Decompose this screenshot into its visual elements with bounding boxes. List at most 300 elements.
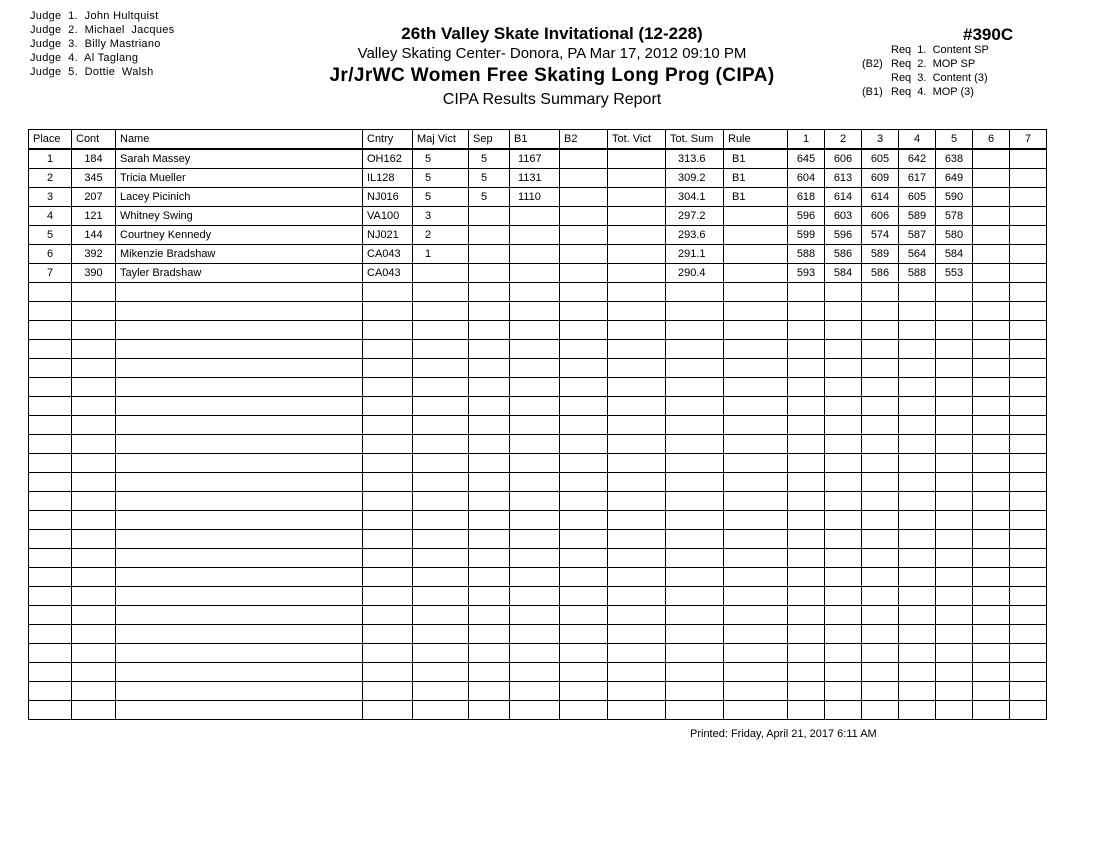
table-cell <box>936 492 973 511</box>
table-cell <box>363 625 413 644</box>
table-cell <box>560 149 608 169</box>
table-cell <box>363 663 413 682</box>
report-title: CIPA Results Summary Report <box>442 91 662 108</box>
table-cell <box>862 568 899 587</box>
table-cell <box>116 397 363 416</box>
table-cell <box>560 530 608 549</box>
table-cell <box>724 321 788 340</box>
table-cell <box>666 549 724 568</box>
table-cell <box>825 397 862 416</box>
table-cell <box>973 169 1010 188</box>
table-cell <box>862 473 899 492</box>
table-cell: 3 <box>29 188 72 207</box>
table-cell <box>724 207 788 226</box>
table-cell <box>1010 625 1047 644</box>
table-cell: 590 <box>936 188 973 207</box>
table-cell <box>724 701 788 720</box>
table-cell: 649 <box>936 169 973 188</box>
column-header: Tot. Sum <box>666 130 724 150</box>
table-cell <box>469 606 510 625</box>
table-cell: NJ016 <box>363 188 413 207</box>
table-cell <box>29 302 72 321</box>
table-cell <box>1010 473 1047 492</box>
table-cell <box>666 492 724 511</box>
table-cell: 5 <box>413 188 469 207</box>
table-cell <box>608 416 666 435</box>
table-cell <box>862 701 899 720</box>
table-cell <box>116 302 363 321</box>
table-cell <box>788 454 825 473</box>
table-cell <box>363 644 413 663</box>
column-header: 3 <box>862 130 899 150</box>
table-cell: 574 <box>862 226 899 245</box>
table-cell <box>788 682 825 701</box>
table-cell <box>825 682 862 701</box>
table-cell: 584 <box>825 264 862 283</box>
table-cell <box>413 359 469 378</box>
table-cell <box>973 644 1010 663</box>
table-cell: 5 <box>469 169 510 188</box>
table-cell <box>510 492 560 511</box>
table-cell <box>116 606 363 625</box>
table-cell <box>1010 682 1047 701</box>
table-cell <box>363 416 413 435</box>
table-cell <box>724 492 788 511</box>
table-cell <box>788 416 825 435</box>
table-cell <box>666 644 724 663</box>
table-cell <box>116 473 363 492</box>
table-cell: 588 <box>788 245 825 264</box>
table-cell <box>899 492 936 511</box>
table-cell <box>560 473 608 492</box>
table-cell <box>724 606 788 625</box>
table-cell: 1167 <box>510 149 560 169</box>
table-cell <box>1010 302 1047 321</box>
table-cell <box>899 568 936 587</box>
table-cell <box>862 587 899 606</box>
table-cell <box>862 321 899 340</box>
table-cell <box>469 245 510 264</box>
table-cell <box>788 663 825 682</box>
table-cell <box>825 378 862 397</box>
table-cell <box>862 530 899 549</box>
table-cell: 345 <box>72 169 116 188</box>
table-cell <box>973 549 1010 568</box>
table-cell <box>608 169 666 188</box>
table-cell <box>560 188 608 207</box>
table-cell <box>608 264 666 283</box>
table-cell <box>72 359 116 378</box>
table-cell: 290.4 <box>666 264 724 283</box>
table-cell <box>608 473 666 492</box>
results-table <box>28 129 1047 720</box>
table-cell: Tayler Bradshaw <box>116 264 363 283</box>
table-cell <box>724 416 788 435</box>
table-cell <box>510 530 560 549</box>
table-cell <box>560 302 608 321</box>
table-cell: VA100 <box>363 207 413 226</box>
table-cell <box>899 340 936 359</box>
table-cell <box>29 473 72 492</box>
column-header: Sep <box>469 130 510 150</box>
judge-5: Judge 5. Dottie Walsh <box>30 66 154 78</box>
table-cell <box>363 682 413 701</box>
table-cell <box>116 283 363 302</box>
table-cell <box>936 511 973 530</box>
table-cell <box>724 587 788 606</box>
table-cell <box>1010 644 1047 663</box>
table-cell: 596 <box>825 226 862 245</box>
empty-table-row <box>29 397 1047 416</box>
table-cell: 304.1 <box>666 188 724 207</box>
table-cell <box>72 454 116 473</box>
table-cell <box>469 302 510 321</box>
table-cell <box>724 226 788 245</box>
table-cell <box>899 397 936 416</box>
table-cell <box>560 701 608 720</box>
table-cell <box>510 226 560 245</box>
column-header: 6 <box>973 130 1010 150</box>
table-header-row <box>29 130 1047 150</box>
table-cell: 578 <box>936 207 973 226</box>
table-cell <box>560 663 608 682</box>
empty-table-row <box>29 511 1047 530</box>
table-cell <box>973 530 1010 549</box>
table-cell <box>116 435 363 454</box>
empty-table-row <box>29 359 1047 378</box>
table-cell: 589 <box>862 245 899 264</box>
table-cell <box>469 378 510 397</box>
table-cell <box>899 302 936 321</box>
table-cell <box>788 473 825 492</box>
table-cell: 5 <box>29 226 72 245</box>
table-cell <box>608 435 666 454</box>
table-cell <box>1010 283 1047 302</box>
table-cell <box>825 416 862 435</box>
table-row <box>29 264 1047 283</box>
table-cell <box>363 321 413 340</box>
table-cell <box>29 340 72 359</box>
table-cell <box>413 511 469 530</box>
table-cell: B1 <box>724 188 788 207</box>
table-cell <box>510 283 560 302</box>
table-cell <box>413 568 469 587</box>
table-cell <box>788 435 825 454</box>
table-cell <box>72 625 116 644</box>
table-cell: 309.2 <box>666 169 724 188</box>
judges-list <box>30 9 174 79</box>
table-cell <box>560 245 608 264</box>
table-cell <box>788 378 825 397</box>
table-cell <box>936 530 973 549</box>
table-cell <box>560 169 608 188</box>
table-cell <box>116 625 363 644</box>
event-title: Jr/JrWC Women Free Skating Long Prog (CIPA) <box>329 65 775 86</box>
table-cell <box>936 701 973 720</box>
table-cell <box>788 701 825 720</box>
table-cell <box>413 530 469 549</box>
table-cell <box>788 492 825 511</box>
table-cell: 2 <box>29 169 72 188</box>
table-cell <box>29 682 72 701</box>
table-cell <box>363 435 413 454</box>
column-header: 5 <box>936 130 973 150</box>
table-cell <box>413 549 469 568</box>
table-cell <box>608 302 666 321</box>
competition-title: 26th Valley Skate Invitational (12-228) <box>401 24 703 43</box>
table-cell: 599 <box>788 226 825 245</box>
table-cell: CA043 <box>363 264 413 283</box>
table-cell <box>825 530 862 549</box>
table-cell <box>825 454 862 473</box>
table-cell <box>560 454 608 473</box>
table-cell <box>724 283 788 302</box>
table-cell <box>825 359 862 378</box>
table-cell <box>29 530 72 549</box>
table-cell <box>413 701 469 720</box>
table-cell <box>788 511 825 530</box>
table-cell <box>560 359 608 378</box>
table-cell <box>560 606 608 625</box>
table-cell <box>1010 435 1047 454</box>
table-cell <box>1010 226 1047 245</box>
table-cell <box>1010 663 1047 682</box>
table-cell <box>608 587 666 606</box>
empty-table-row <box>29 587 1047 606</box>
table-cell <box>608 492 666 511</box>
table-cell <box>973 245 1010 264</box>
table-cell: 390 <box>72 264 116 283</box>
table-cell: 5 <box>469 188 510 207</box>
table-cell: 4 <box>29 207 72 226</box>
table-cell <box>72 549 116 568</box>
table-cell <box>72 530 116 549</box>
table-cell <box>724 625 788 644</box>
table-cell <box>72 606 116 625</box>
table-cell <box>510 701 560 720</box>
table-cell <box>560 549 608 568</box>
table-cell <box>973 302 1010 321</box>
table-cell <box>413 663 469 682</box>
table-cell <box>724 511 788 530</box>
table-cell: 606 <box>825 149 862 169</box>
table-cell <box>724 340 788 359</box>
table-cell <box>862 682 899 701</box>
table-cell <box>825 473 862 492</box>
table-cell: 604 <box>788 169 825 188</box>
table-cell <box>29 511 72 530</box>
table-cell <box>862 492 899 511</box>
table-cell: 5 <box>413 149 469 169</box>
table-cell: 6 <box>29 245 72 264</box>
table-cell <box>413 492 469 511</box>
table-cell: NJ021 <box>363 226 413 245</box>
table-cell <box>560 283 608 302</box>
table-cell <box>469 321 510 340</box>
table-cell <box>469 207 510 226</box>
table-cell <box>608 149 666 169</box>
table-cell <box>510 644 560 663</box>
table-cell <box>116 359 363 378</box>
table-cell <box>788 359 825 378</box>
table-cell <box>510 397 560 416</box>
table-cell <box>72 321 116 340</box>
table-cell: Tricia Mueller <box>116 169 363 188</box>
column-header: Cont <box>72 130 116 150</box>
table-cell <box>973 682 1010 701</box>
table-cell <box>724 473 788 492</box>
table-cell <box>862 644 899 663</box>
table-cell <box>825 340 862 359</box>
requirement-3: Req 3. Content (3) <box>891 72 988 84</box>
table-cell <box>973 207 1010 226</box>
table-cell <box>724 435 788 454</box>
table-cell <box>724 397 788 416</box>
table-cell <box>825 625 862 644</box>
table-cell <box>510 511 560 530</box>
table-cell <box>363 587 413 606</box>
table-cell: 613 <box>825 169 862 188</box>
table-row <box>29 188 1047 207</box>
table-cell <box>560 226 608 245</box>
table-cell <box>899 682 936 701</box>
empty-table-row <box>29 549 1047 568</box>
table-cell <box>899 663 936 682</box>
table-cell <box>560 264 608 283</box>
table-cell: 313.6 <box>666 149 724 169</box>
table-cell <box>413 283 469 302</box>
table-cell <box>29 359 72 378</box>
table-cell <box>413 644 469 663</box>
table-cell <box>1010 492 1047 511</box>
table-cell <box>29 587 72 606</box>
table-cell <box>973 321 1010 340</box>
table-cell: 603 <box>825 207 862 226</box>
table-cell <box>666 378 724 397</box>
table-cell <box>413 606 469 625</box>
table-cell <box>72 302 116 321</box>
table-cell: 293.6 <box>666 226 724 245</box>
table-cell <box>469 511 510 530</box>
table-cell <box>973 511 1010 530</box>
table-cell <box>1010 606 1047 625</box>
table-cell <box>29 644 72 663</box>
table-cell <box>825 587 862 606</box>
table-cell <box>608 606 666 625</box>
table-cell <box>116 568 363 587</box>
table-cell <box>116 549 363 568</box>
table-cell <box>413 435 469 454</box>
event-number: #390C <box>963 25 1014 44</box>
table-cell <box>973 568 1010 587</box>
empty-table-row <box>29 321 1047 340</box>
table-cell: 297.2 <box>666 207 724 226</box>
table-cell <box>560 397 608 416</box>
table-cell <box>116 321 363 340</box>
table-cell <box>825 492 862 511</box>
table-cell <box>608 397 666 416</box>
table-cell <box>72 435 116 454</box>
table-cell <box>510 473 560 492</box>
table-cell <box>29 321 72 340</box>
table-cell <box>363 378 413 397</box>
table-cell <box>973 378 1010 397</box>
table-cell <box>560 511 608 530</box>
table-cell <box>510 587 560 606</box>
table-cell <box>788 397 825 416</box>
table-cell <box>1010 340 1047 359</box>
column-header: Cntry <box>363 130 413 150</box>
table-cell <box>899 549 936 568</box>
table-cell: 207 <box>72 188 116 207</box>
table-cell: 580 <box>936 226 973 245</box>
empty-table-row <box>29 530 1047 549</box>
table-cell <box>724 644 788 663</box>
table-cell <box>666 625 724 644</box>
table-cell: 589 <box>899 207 936 226</box>
column-header: 2 <box>825 130 862 150</box>
empty-table-row <box>29 625 1047 644</box>
table-cell <box>666 302 724 321</box>
table-cell <box>862 435 899 454</box>
table-cell <box>1010 454 1047 473</box>
table-cell: 593 <box>788 264 825 283</box>
table-cell <box>469 454 510 473</box>
table-cell <box>510 568 560 587</box>
table-cell <box>29 549 72 568</box>
table-cell <box>72 397 116 416</box>
table-cell <box>469 435 510 454</box>
table-cell <box>413 473 469 492</box>
table-cell: 645 <box>788 149 825 169</box>
table-cell <box>560 321 608 340</box>
table-cell <box>469 359 510 378</box>
table-cell <box>936 682 973 701</box>
table-cell: 392 <box>72 245 116 264</box>
table-cell <box>510 663 560 682</box>
table-cell <box>825 511 862 530</box>
table-cell <box>973 188 1010 207</box>
column-header: 7 <box>1010 130 1047 150</box>
table-cell <box>608 207 666 226</box>
table-cell <box>608 188 666 207</box>
table-cell <box>413 416 469 435</box>
table-cell <box>973 492 1010 511</box>
empty-table-row <box>29 682 1047 701</box>
empty-table-row <box>29 473 1047 492</box>
table-cell <box>666 435 724 454</box>
table-cell <box>666 473 724 492</box>
table-cell <box>666 568 724 587</box>
table-cell <box>608 283 666 302</box>
empty-table-row <box>29 568 1047 587</box>
table-cell: 606 <box>862 207 899 226</box>
table-cell <box>666 321 724 340</box>
table-cell <box>899 321 936 340</box>
empty-table-row <box>29 435 1047 454</box>
table-cell <box>469 682 510 701</box>
table-cell <box>862 378 899 397</box>
table-cell <box>469 226 510 245</box>
table-cell <box>29 663 72 682</box>
table-cell <box>29 283 72 302</box>
table-cell: 291.1 <box>666 245 724 264</box>
table-cell <box>666 587 724 606</box>
table-cell <box>29 701 72 720</box>
table-body <box>29 149 1047 720</box>
judge-4: Judge 4. Al Taglang <box>30 52 139 64</box>
table-cell <box>469 264 510 283</box>
